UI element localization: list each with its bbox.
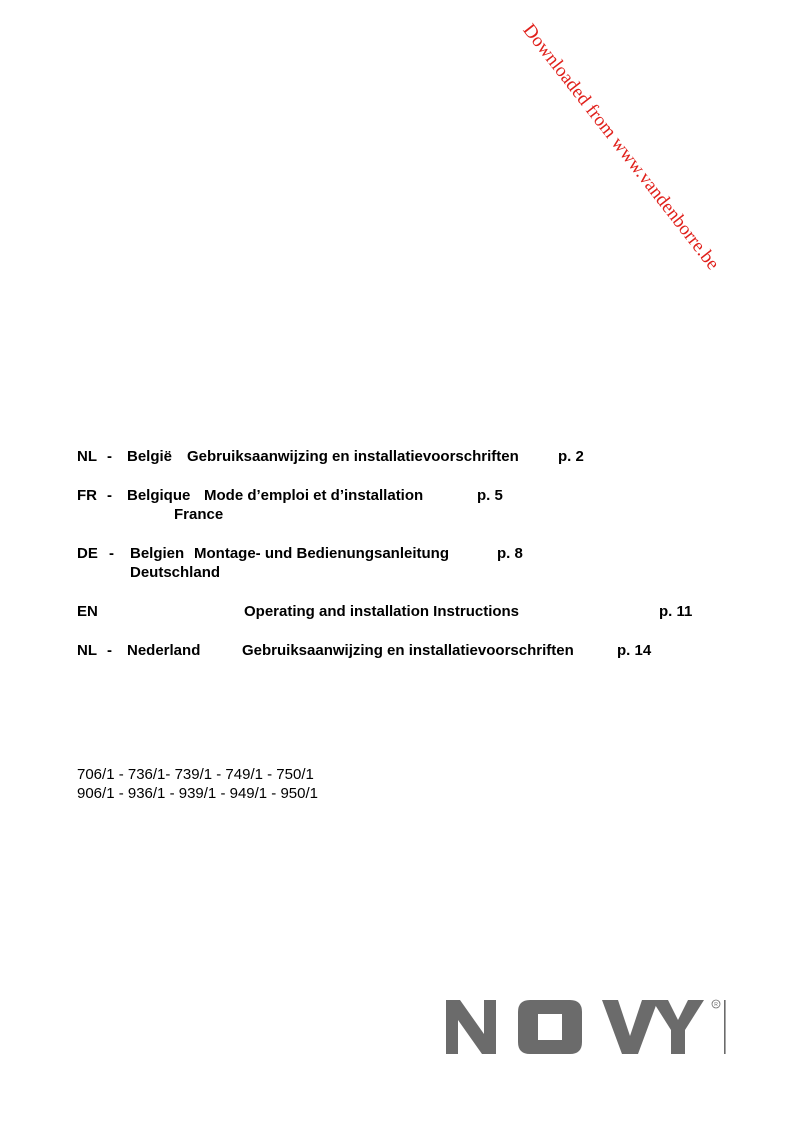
lang-dash: -	[107, 642, 112, 659]
page-ref: p. 14	[617, 642, 652, 659]
lang-code: DE	[77, 545, 98, 562]
manual-title: Gebruiksaanwijzing en installatievoorschriften	[187, 448, 519, 465]
country-label: België	[127, 448, 173, 465]
page-ref: p. 2	[558, 448, 584, 465]
logo-letter-y	[652, 1000, 704, 1054]
page-ref: p. 11	[659, 603, 693, 620]
manual-title: Gebruiksaanwijzing en installatievoorschriften	[242, 642, 574, 659]
country-label: Belgique	[127, 487, 191, 504]
lang-dash: -	[109, 545, 114, 562]
model-list	[77, 765, 318, 803]
country-label: Nederland	[127, 642, 201, 659]
model-line-1: 706/1 - 736/1- 739/1 - 749/1 - 750/1	[77, 766, 314, 783]
country-label-secondary: Deutschland	[130, 564, 221, 581]
page-ref: p. 8	[497, 545, 523, 562]
manual-title: Mode d’emploi et d’installation	[204, 487, 424, 504]
lang-code: FR	[77, 487, 97, 504]
lang-dash: -	[107, 448, 112, 465]
watermark-text: Downloaded from www.vandenborre.be	[518, 20, 724, 274]
manual-title: Operating and installation Instructions	[244, 603, 520, 620]
lang-code: EN	[77, 603, 98, 620]
country-label-secondary: France	[174, 506, 224, 523]
novy-logo	[440, 992, 730, 1058]
logo-letter-n	[446, 1000, 496, 1054]
page-ref: p. 5	[477, 487, 503, 504]
country-label: Belgien	[130, 545, 185, 562]
logo-letter-o	[518, 1000, 582, 1054]
manual-title: Montage- und Bedienungsanleitung	[194, 545, 449, 562]
lang-code: NL	[77, 642, 97, 659]
svg-text:R: R	[714, 1002, 718, 1008]
lang-code: NL	[77, 448, 97, 465]
model-line-2: 906/1 - 936/1 - 939/1 - 949/1 - 950/1	[77, 785, 319, 802]
logo-divider	[724, 1000, 726, 1054]
logo-letter-v	[602, 1000, 658, 1054]
lang-dash: -	[107, 487, 112, 504]
